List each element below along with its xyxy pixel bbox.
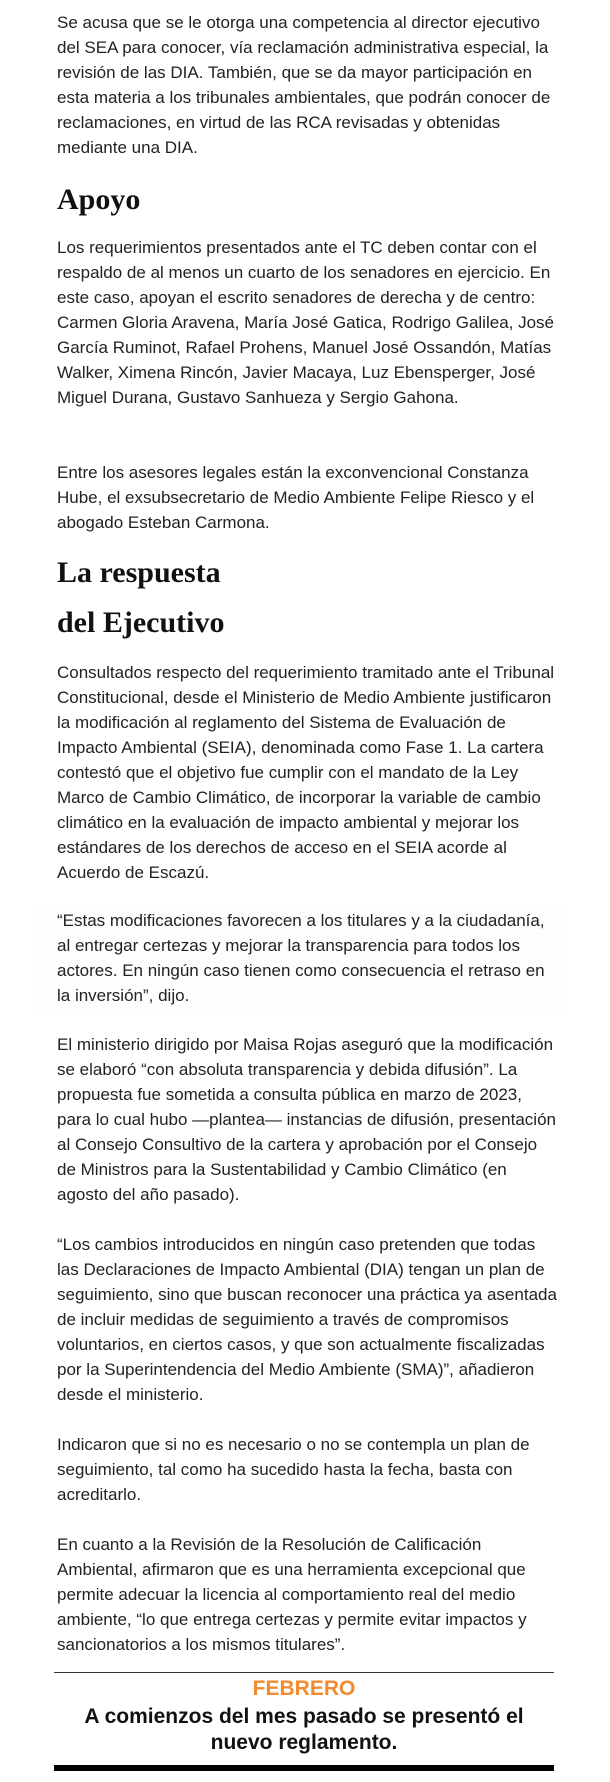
respuesta-paragraph-5: Indicaron que si no es necesario o no se contempla un plan de seguimiento, tal como ha sucedido hasta la fecha, basta con acreditarlo.: [57, 1435, 530, 1504]
respuesta-quote-paragraph: “Estas modificaciones favorecen a los titulares y a la ciudadanía, al entregar certezas y mejorar la transparencia para todos los actores. En ningún caso tienen como consecuencia el retraso en la inversión”, dijo.: [57, 911, 545, 1005]
callout-headline: A comienzos del mes pasado se presentó el nuevo reglamento.: [84, 1705, 524, 1754]
callout-bottom-divider: [54, 1765, 554, 1771]
respuesta-paragraph-4: “Los cambios introducidos en ningún caso pretenden que todas las Declaraciones de Impacto Ambiental (DIA) tengan un plan de seguimiento, sino que buscan reconocer una práctica ya asentada de incluir medidas de seguimiento a través de compromisos voluntarios, en ciertos casos, y que son actualmente fiscalizadas por la Superintendencia del Medio Ambiente (SMA)”, añadieron desde el ministerio.: [57, 1235, 557, 1404]
respuesta-paragraph-6: En cuanto a la Revisión de la Resolución de Calificación Ambiental, afirmaron que es una herramienta excepcional que permite adecuar la licencia al comportamiento real del medio ambiente, “lo que entrega certezas y permite evitar impactos y sancionatorios a los mismos titulares”.: [57, 1535, 527, 1654]
respuesta-paragraph-1: Consultados respecto del requerimiento tramitado ante el Tribunal Constitucional, desde el Ministerio de Medio Ambiente justificaron la modificación al reglamento del Sistema de Evaluación de Impacto Ambiental (SEIA), denominada como Fase 1. La cartera contestó que el objetivo fue cumplir con el mandato de la Ley Marco de Cambio Climático, de incorporar la variable de cambio climático en la evaluación de impacto ambiental y mejorar los estándares de los derechos de acceso en el SEIA acorde al Acuerdo de Escazú.: [57, 663, 555, 882]
callout-kicker: FEBRERO: [252, 1677, 356, 1700]
intro-paragraph: Se acusa que se le otorga una competencia al director ejecutivo del SEA para conocer, vía reclamación administrativa especial, la revisión de las DIA. También, que se da mayor participación en esta materia a los tribunales ambientales, que podrán conocer de reclamaciones, en virtud de las RCA revisadas y obtenidas mediante una DIA.: [57, 13, 551, 157]
section-heading-apoyo: Apoyo: [57, 183, 141, 216]
section-heading-respuesta-line-2: del Ejecutivo: [57, 606, 225, 639]
callout-top-divider: [54, 1672, 554, 1673]
apoyo-paragraph-2: Entre los asesores legales están la exconvencional Constanza Hube, el exsubsecretario de Medio Ambiente Felipe Riesco y el abogado Esteban Carmona.: [57, 463, 535, 532]
apoyo-paragraph-1: Los requerimientos presentados ante el TC deben contar con el respaldo de al menos un cuarto de los senadores en ejercicio. En este caso, apoyan el escrito senadores de derecha y de centro: Carmen Gloria Aravena, María José Gatica, Rodrigo Galilea, José García Ruminot, Rafael Prohens, Manuel José Ossandón, Matías Walker, Ximena Rincón, Javier Macaya, Luz Ebensperger, José Miguel Durana, Gustavo Sanhueza y Sergio Gahona.: [57, 238, 555, 407]
section-heading-respuesta-line-1: La respuesta: [57, 556, 221, 589]
respuesta-paragraph-3: El ministerio dirigido por Maisa Rojas aseguró que la modificación se elaboró “con absoluta transparencia y debida difusión”. La propuesta fue sometida a consulta pública en marzo de 2023, para lo cual hubo —plantea— instancias de difusión, presentación al Consejo Consultivo de la cartera y aprobación por el Consejo de Ministros para la Sustentabilidad y Cambio Climático (en agosto del año pasado).: [57, 1035, 556, 1204]
